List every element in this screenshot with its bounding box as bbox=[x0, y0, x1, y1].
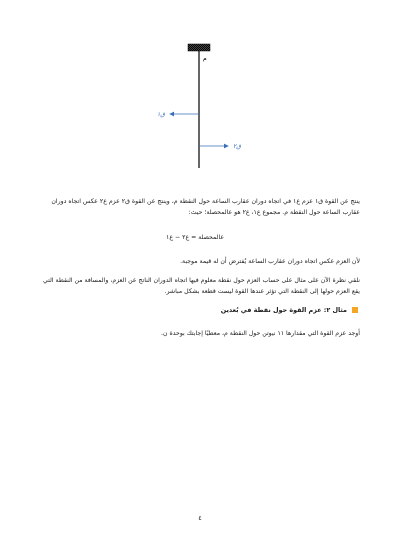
example-title: مثال ٢: عزم القوة حول نقطة في بُعدين bbox=[220, 306, 347, 314]
paragraph-sign-convention: لأن العزم عكس اتجاه دوران عقارب الساعة يُفترض أن له قيمة موجبة. bbox=[180, 258, 360, 265]
paragraph-torque-sum: ينتج عن القوة ق١ عزم ع١ في اتجاه دوران عقارب الساعة حول النقطة م، وينتج عن القوة ق٢ عزم ع٢ عكس اتجاه دوران عقارب الساعة حول النقطة م. مجموع ع١، ع٢ هو عالمحصلة؛ حيث: bbox=[51, 198, 360, 216]
orange-bullet-icon bbox=[352, 307, 358, 313]
pivot-label: م bbox=[203, 55, 207, 62]
force-diagram-svg bbox=[0, 0, 400, 180]
paragraph-example-question: أوجد عزم القوة التي مقدارها ١١ نيوتن حول النقطة م، معطيًا إجابتك بوحدة ن. bbox=[161, 330, 360, 337]
page-number: ٤ bbox=[198, 514, 202, 522]
force-diagram bbox=[0, 0, 400, 180]
equation-net-torque: عالمحصلة = ع٢ − ع١ bbox=[166, 234, 225, 241]
force-left-label: ق١ bbox=[157, 111, 165, 118]
hatched-support bbox=[188, 44, 210, 51]
paragraph-example-intro: نلقي نظرة الآن على مثال على حساب العزم حول نقطة معلوم فيها اتجاه الدوران الناتج عن العزم، والمسافة من النقطة التي يقع العزم حولها إلى النقطة التي تؤثر عندها القوة ليست قطعة بشكل مباشر. bbox=[42, 277, 360, 295]
example-heading bbox=[40, 306, 358, 314]
force-right-label: ق٢ bbox=[233, 143, 241, 150]
